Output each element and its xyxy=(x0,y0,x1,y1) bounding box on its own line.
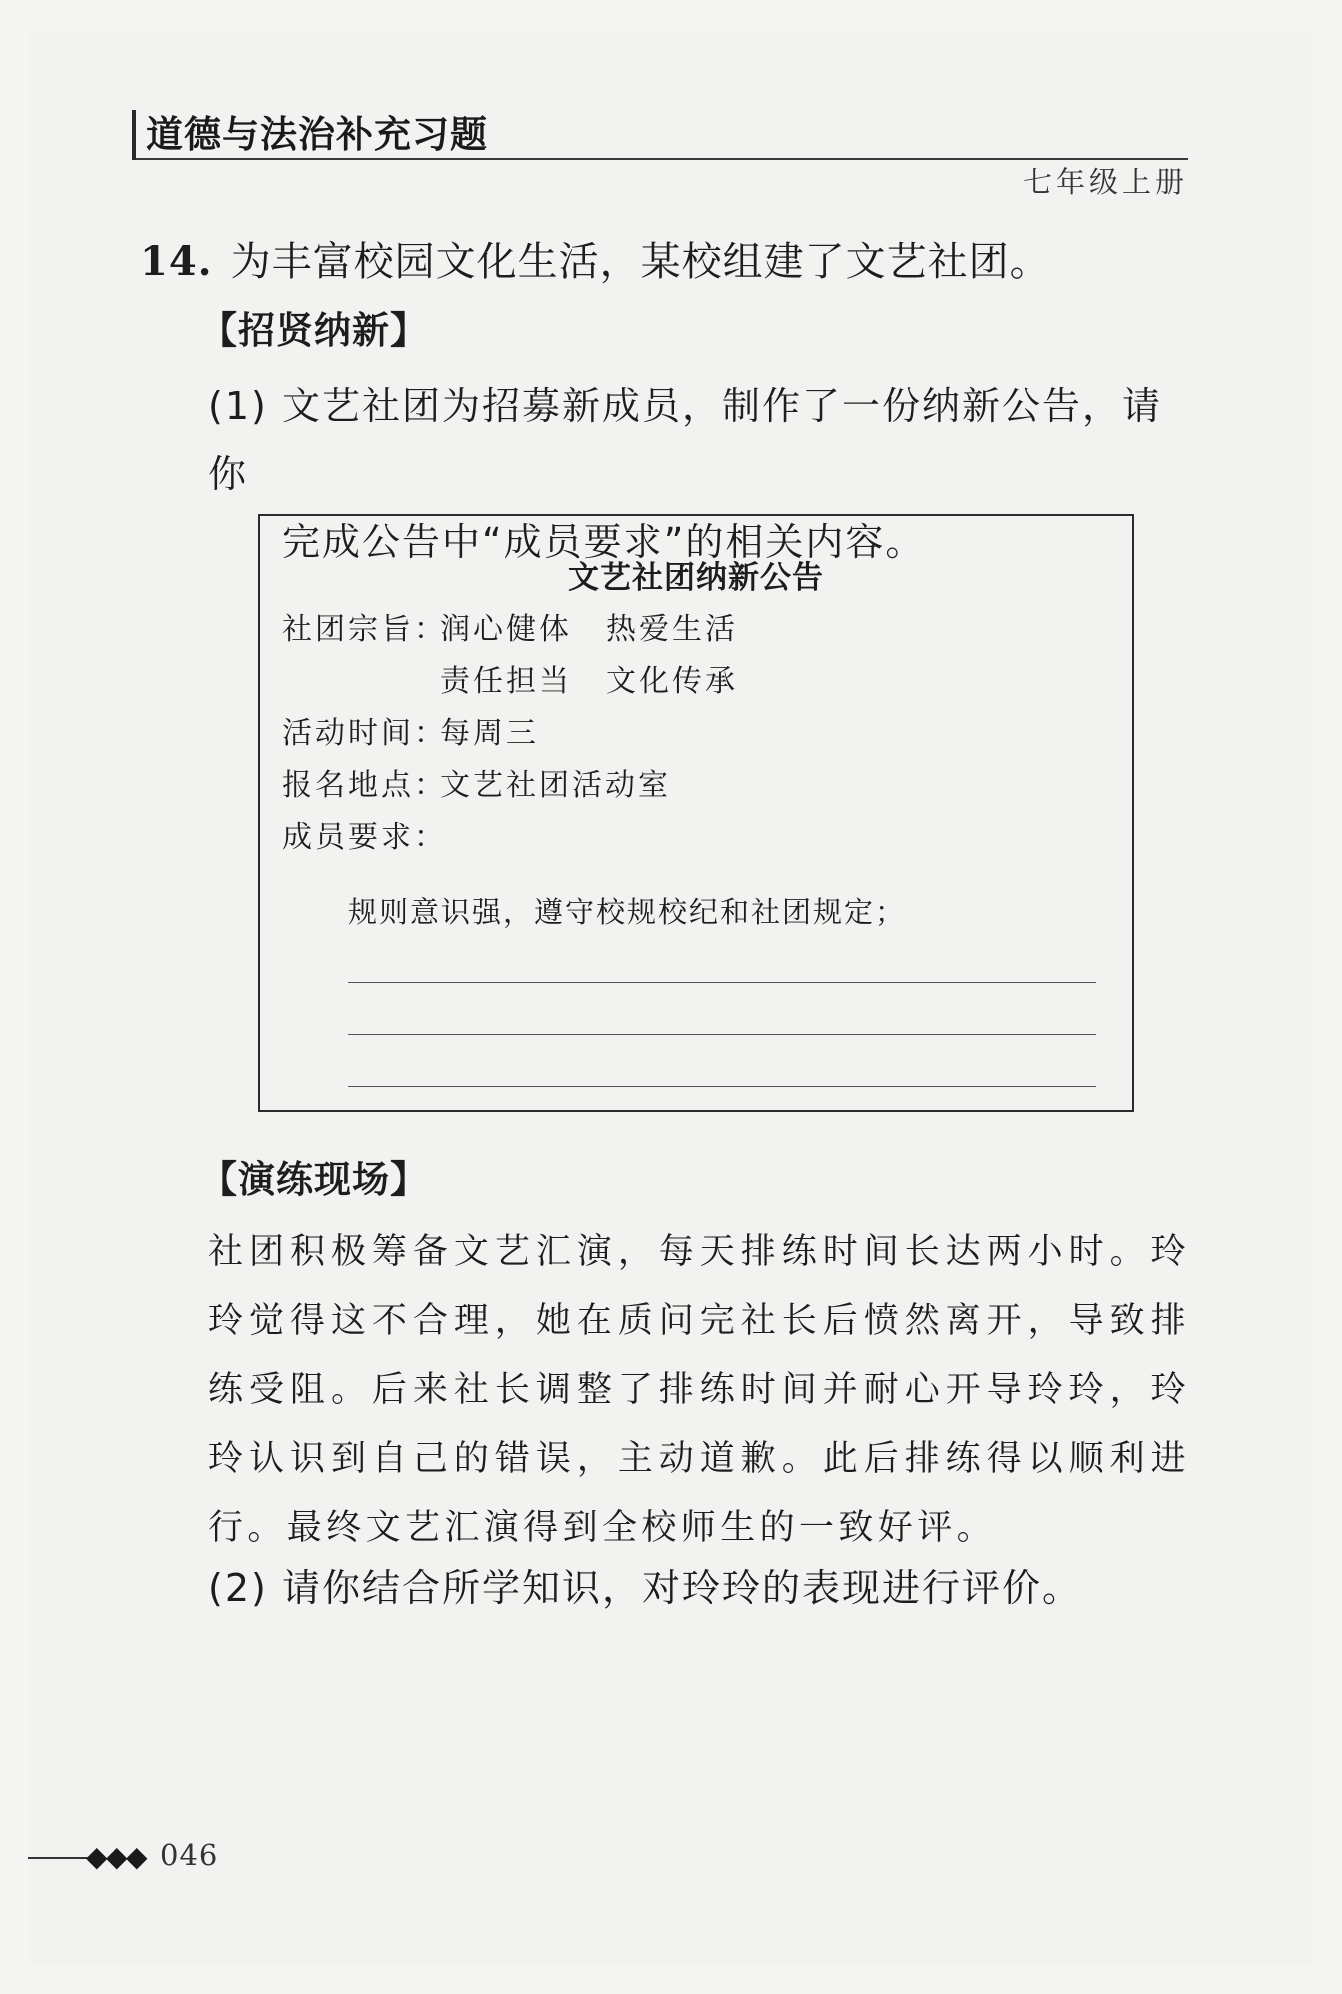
page-number: 046 xyxy=(160,1838,219,1872)
sub-question-1-number: (1) xyxy=(208,384,268,428)
time-label: 活动时间： xyxy=(282,716,447,751)
purpose-item: 润心健体 xyxy=(440,612,572,647)
purpose-label: 社团宗旨： xyxy=(282,612,447,647)
time-value: 每周三 xyxy=(440,716,539,751)
purpose-item: 文化传承 xyxy=(606,664,738,699)
sub-question-2-text: 请你结合所学知识，对玲玲的表现进行评价。 xyxy=(282,1566,1083,1610)
scenario-paragraph: 社团积极筹备文艺汇演，每天排练时间长达两小时。玲玲觉得这不合理，她在质问完社长后愤然离开，导致排练受阻。后来社长调整了排练时间并耐心开导玲玲，玲玲认识到自己的错误，主动道歉。此后排练得以顺利进行。最终文艺汇演得到全校师生的一致好评。 xyxy=(208,1232,1190,1548)
grade-label: 七年级上册 xyxy=(1022,165,1188,199)
notice-time-row xyxy=(282,714,539,754)
question-stem xyxy=(140,232,1051,292)
notice-purpose-row-2 xyxy=(282,662,738,702)
question-number: 14. xyxy=(140,238,213,285)
section-title-recruit: 【招贤纳新】 xyxy=(200,309,428,352)
diamond-icon: ◆ xyxy=(126,1840,148,1873)
sub-question-1-line2: 完成公告中“成员要求”的相关内容。 xyxy=(282,520,926,564)
requirement-item: 规则意识强，遵守校规校纪和社团规定； xyxy=(348,895,907,929)
sub-question-2-number: (2) xyxy=(208,1566,268,1610)
notice-purpose-row-1 xyxy=(282,610,738,650)
diamond-icon: ◆ xyxy=(86,1840,108,1873)
notice-box xyxy=(258,514,1134,1112)
book-title: 道德与法治补充习题 xyxy=(146,113,488,156)
place-label: 报名地点： xyxy=(282,768,447,803)
question-text: 为丰富校园文化生活，某校组建了文艺社团。 xyxy=(230,239,1051,285)
notice-place-row xyxy=(282,766,671,806)
answer-blank-line[interactable] xyxy=(348,1086,1096,1087)
footer-rule xyxy=(28,1857,90,1859)
notice-req-row xyxy=(282,818,447,858)
purpose-item: 责任担当 xyxy=(440,664,572,699)
req-label: 成员要求： xyxy=(282,820,447,855)
purpose-item: 热爱生活 xyxy=(606,612,738,647)
header-bar xyxy=(132,110,136,160)
header-rule xyxy=(136,158,1188,160)
notice-title: 文艺社团纳新公告 xyxy=(568,560,824,596)
answer-blank-line[interactable] xyxy=(348,1034,1096,1035)
place-value: 文艺社团活动室 xyxy=(440,768,671,803)
answer-blank-line[interactable] xyxy=(348,982,1096,983)
sub-question-1-line1: 文艺社团为招募新成员，制作了一份纳新公告，请你 xyxy=(208,384,1163,496)
diamond-icon: ◆ xyxy=(106,1840,128,1873)
section-title-rehearsal: 【演练现场】 xyxy=(200,1158,428,1201)
sub-question-2 xyxy=(208,1554,1188,1622)
